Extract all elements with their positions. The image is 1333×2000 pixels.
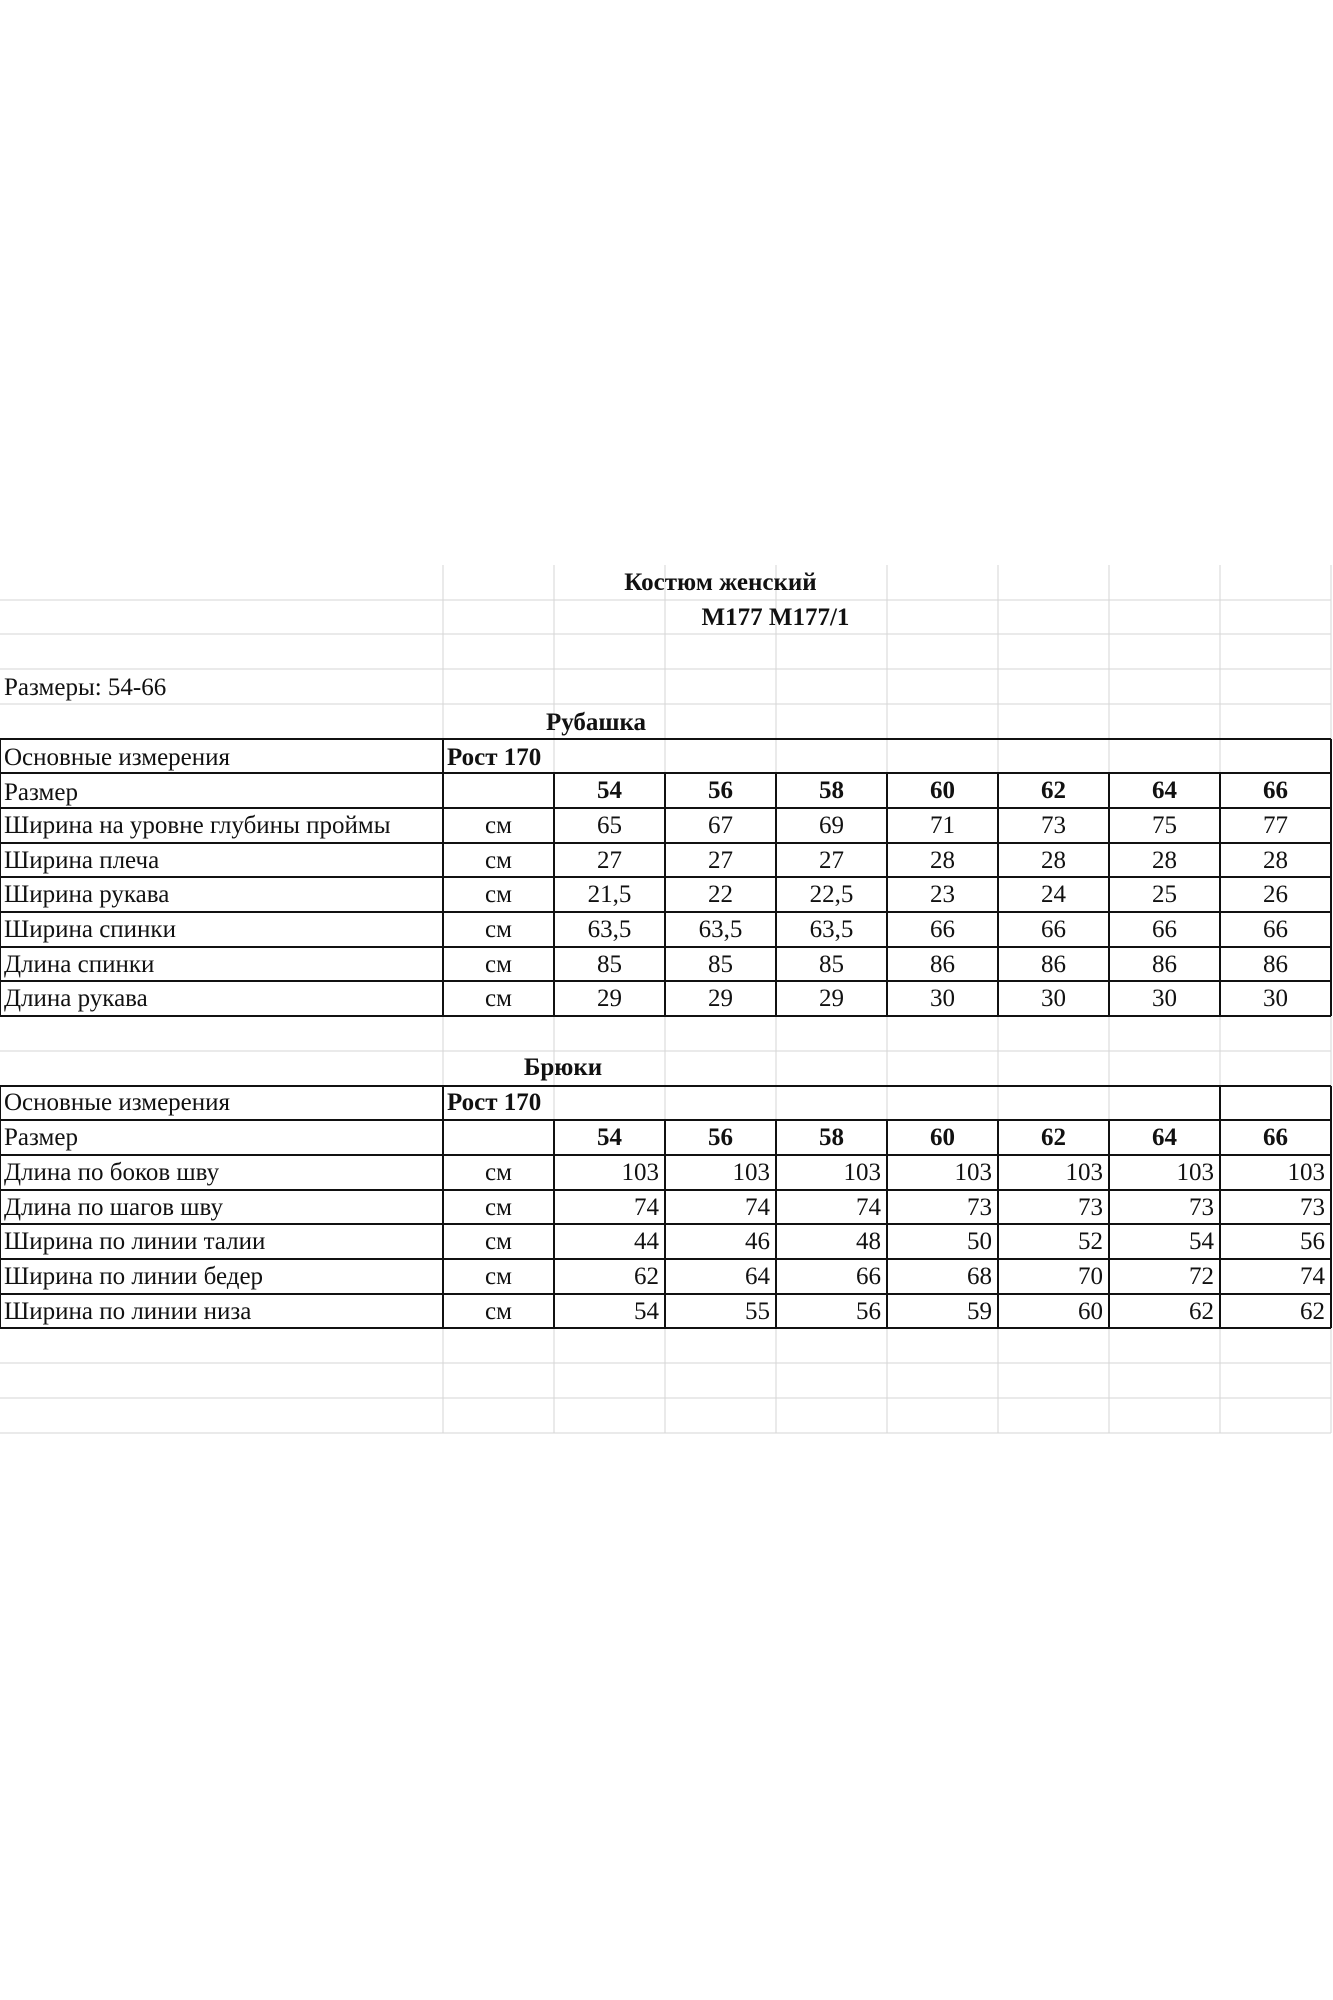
- shirt-value-cell: 71: [930, 812, 955, 839]
- trousers-value-cell: 68: [967, 1263, 992, 1290]
- shirt-value-cell: 75: [1152, 812, 1177, 839]
- trousers-row-name: Длина по шагов шву: [4, 1194, 223, 1221]
- shirt-value-cell: 22: [708, 881, 733, 908]
- trousers-size-header: 62: [1041, 1124, 1066, 1151]
- shirt-value-cell: 85: [819, 951, 844, 978]
- trousers-row-name: Ширина по линии талии: [4, 1228, 266, 1255]
- shirt-row-unit: см: [485, 847, 512, 874]
- shirt-value-cell: 27: [597, 847, 622, 874]
- model-number: М177 М177/1: [701, 604, 850, 631]
- trousers-value-cell: 73: [967, 1194, 992, 1221]
- shirt-size-label: Размер: [4, 779, 78, 806]
- shirt-value-cell: 63,5: [698, 916, 743, 943]
- shirt-value-cell: 30: [1041, 985, 1066, 1012]
- trousers-value-cell: 103: [954, 1159, 992, 1186]
- size-chart-sheet: [0, 565, 1333, 1440]
- trousers-value-cell: 103: [843, 1159, 881, 1186]
- shirt-size-header: 66: [1263, 777, 1288, 804]
- shirt-size-header: 64: [1152, 777, 1177, 804]
- shirt-height-label: Рост 170: [447, 744, 542, 771]
- trousers-value-cell: 59: [967, 1298, 992, 1325]
- shirt-value-cell: 22,5: [809, 881, 854, 908]
- trousers-value-cell: 74: [634, 1194, 659, 1221]
- shirt-value-cell: 28: [1041, 847, 1066, 874]
- trousers-value-cell: 74: [745, 1194, 770, 1221]
- shirt-value-cell: 77: [1263, 812, 1288, 839]
- trousers-value-cell: 103: [732, 1159, 770, 1186]
- shirt-value-cell: 66: [1263, 916, 1288, 943]
- shirt-main-label: Основные измерения: [4, 744, 231, 771]
- sizes-note: Размеры: 54-66: [4, 674, 167, 701]
- shirt-value-cell: 66: [1041, 916, 1066, 943]
- shirt-value-cell: 29: [597, 985, 622, 1012]
- trousers-value-cell: 48: [856, 1228, 881, 1255]
- trousers-value-cell: 55: [745, 1298, 770, 1325]
- trousers-row-unit: см: [485, 1159, 512, 1186]
- shirt-value-cell: 21,5: [587, 881, 632, 908]
- shirt-value-cell: 86: [930, 951, 955, 978]
- shirt-value-cell: 26: [1263, 881, 1288, 908]
- shirt-value-cell: 25: [1152, 881, 1177, 908]
- trousers-value-cell: 46: [745, 1228, 770, 1255]
- trousers-value-cell: 62: [634, 1263, 659, 1290]
- trousers-height-label: Рост 170: [447, 1089, 542, 1116]
- shirt-value-cell: 86: [1152, 951, 1177, 978]
- trousers-value-cell: 73: [1189, 1194, 1214, 1221]
- shirt-row-name: Ширина на уровне глубины проймы: [4, 812, 391, 839]
- trousers-row-unit: см: [485, 1298, 512, 1325]
- trousers-size-label: Размер: [4, 1124, 78, 1151]
- shirt-value-cell: 29: [708, 985, 733, 1012]
- trousers-row-unit: см: [485, 1194, 512, 1221]
- shirt-value-cell: 66: [1152, 916, 1177, 943]
- document-title: Костюм женский: [624, 569, 817, 596]
- trousers-size-header: 56: [708, 1124, 733, 1151]
- shirt-row-unit: см: [485, 881, 512, 908]
- shirt-row-name: Длина рукава: [4, 985, 148, 1012]
- shirt-size-header: 58: [819, 777, 844, 804]
- shirt-row-name: Ширина плеча: [4, 847, 160, 874]
- shirt-value-cell: 27: [819, 847, 844, 874]
- shirt-value-cell: 67: [708, 812, 733, 839]
- trousers-value-cell: 54: [1189, 1228, 1214, 1255]
- trousers-row-name: Ширина по линии низа: [4, 1298, 252, 1325]
- trousers-value-cell: 74: [1300, 1263, 1325, 1290]
- trousers-value-cell: 103: [1176, 1159, 1214, 1186]
- shirt-row-unit: см: [485, 812, 512, 839]
- trousers-row-name: Ширина по линии бедер: [4, 1263, 264, 1290]
- trousers-value-cell: 54: [634, 1298, 659, 1325]
- trousers-value-cell: 66: [856, 1263, 881, 1290]
- trousers-main-label: Основные измерения: [4, 1089, 231, 1116]
- trousers-value-cell: 70: [1078, 1263, 1103, 1290]
- trousers-value-cell: 62: [1189, 1298, 1214, 1325]
- shirt-value-cell: 63,5: [809, 916, 854, 943]
- trousers-value-cell: 103: [1065, 1159, 1103, 1186]
- trousers-value-cell: 73: [1078, 1194, 1103, 1221]
- trousers-size-header: 66: [1263, 1124, 1288, 1151]
- shirt-row-unit: см: [485, 985, 512, 1012]
- trousers-size-header: 60: [930, 1124, 955, 1151]
- shirt-row-unit: см: [485, 951, 512, 978]
- shirt-value-cell: 66: [930, 916, 955, 943]
- trousers-value-cell: 62: [1300, 1298, 1325, 1325]
- shirt-row-name: Ширина спинки: [4, 916, 176, 943]
- shirt-size-header: 60: [930, 777, 955, 804]
- shirt-value-cell: 73: [1041, 812, 1066, 839]
- shirt-row-name: Длина спинки: [4, 951, 155, 978]
- shirt-size-header: 62: [1041, 777, 1066, 804]
- trousers-row-name: Длина по боков шву: [4, 1159, 220, 1186]
- trousers-value-cell: 60: [1078, 1298, 1103, 1325]
- shirt-section-title: Рубашка: [545, 709, 647, 736]
- trousers-row-unit: см: [485, 1228, 512, 1255]
- shirt-value-cell: 30: [930, 985, 955, 1012]
- trousers-value-cell: 64: [745, 1263, 770, 1290]
- trousers-value-cell: 56: [1300, 1228, 1325, 1255]
- trousers-value-cell: 56: [856, 1298, 881, 1325]
- shirt-size-header: 54: [597, 777, 622, 804]
- trousers-size-header: 64: [1152, 1124, 1177, 1151]
- shirt-size-header: 56: [708, 777, 733, 804]
- trousers-size-header: 54: [597, 1124, 622, 1151]
- shirt-value-cell: 30: [1263, 985, 1288, 1012]
- trousers-value-cell: 74: [856, 1194, 881, 1221]
- shirt-value-cell: 28: [930, 847, 955, 874]
- trousers-value-cell: 103: [621, 1159, 659, 1186]
- shirt-value-cell: 63,5: [587, 916, 632, 943]
- shirt-value-cell: 65: [597, 812, 622, 839]
- shirt-value-cell: 86: [1263, 951, 1288, 978]
- shirt-value-cell: 28: [1263, 847, 1288, 874]
- trousers-value-cell: 52: [1078, 1228, 1103, 1255]
- shirt-value-cell: 85: [597, 951, 622, 978]
- shirt-value-cell: 30: [1152, 985, 1177, 1012]
- shirt-value-cell: 28: [1152, 847, 1177, 874]
- shirt-value-cell: 29: [819, 985, 844, 1012]
- trousers-row-unit: см: [485, 1263, 512, 1290]
- shirt-row-unit: см: [485, 916, 512, 943]
- trousers-size-header: 58: [819, 1124, 844, 1151]
- trousers-value-cell: 103: [1287, 1159, 1325, 1186]
- trousers-section-title: Брюки: [523, 1054, 603, 1081]
- trousers-value-cell: 44: [634, 1228, 659, 1255]
- shirt-value-cell: 24: [1041, 881, 1066, 908]
- shirt-row-name: Ширина рукава: [4, 881, 170, 908]
- shirt-value-cell: 23: [930, 881, 955, 908]
- trousers-value-cell: 73: [1300, 1194, 1325, 1221]
- shirt-value-cell: 86: [1041, 951, 1066, 978]
- shirt-value-cell: 27: [708, 847, 733, 874]
- shirt-value-cell: 85: [708, 951, 733, 978]
- trousers-value-cell: 50: [967, 1228, 992, 1255]
- shirt-value-cell: 69: [819, 812, 844, 839]
- trousers-value-cell: 72: [1189, 1263, 1214, 1290]
